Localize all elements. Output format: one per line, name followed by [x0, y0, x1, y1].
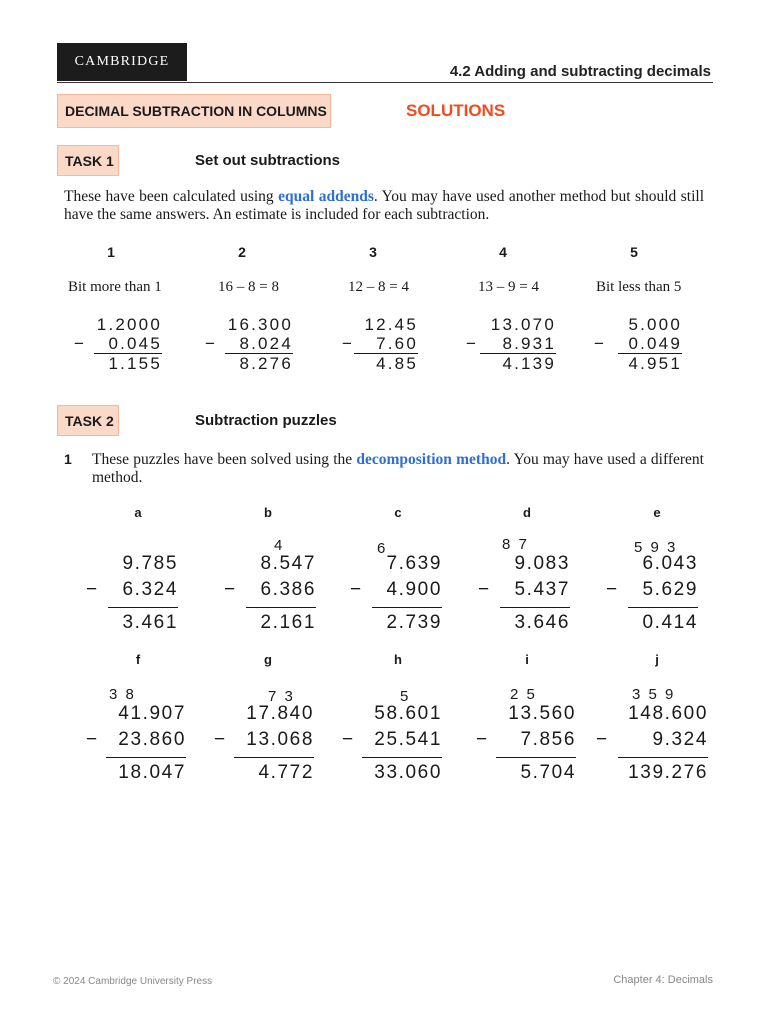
- minus-sign: −: [342, 729, 355, 750]
- minus-sign: −: [478, 579, 491, 600]
- task1-sum-3: [342, 315, 418, 373]
- task1-intro-text-end: . You may have used another method but should still have the same answers. An estimate is included for each subtraction.: [64, 188, 704, 223]
- puzzle-letter: d: [523, 505, 531, 520]
- task1-estimate: 13 – 9 = 4: [478, 279, 539, 295]
- section-title: DECIMAL SUBTRACTION IN COLUMNS: [65, 103, 327, 119]
- sum-rule: [362, 757, 442, 758]
- puzzle-letter: a: [134, 505, 142, 520]
- task1-col-number: 1: [107, 244, 115, 260]
- puzzle-j: [596, 701, 708, 786]
- subtrahend-row: [214, 727, 314, 753]
- task1-sum-5: [594, 315, 682, 373]
- sum-rule: [246, 607, 316, 608]
- difference: 4.772: [258, 762, 314, 783]
- subtrahend-row: [86, 577, 178, 603]
- minuend: 9.083: [514, 553, 570, 574]
- minuend: 17.840: [246, 703, 314, 724]
- subtrahend-row: [86, 727, 186, 753]
- minuend: 13.560: [508, 703, 576, 724]
- minuend: 6.043: [642, 553, 698, 574]
- minuend: 148.600: [628, 703, 708, 724]
- puzzle-letter: f: [135, 652, 141, 667]
- subtrahend: 7.60: [376, 334, 418, 353]
- difference: 33.060: [374, 762, 442, 783]
- chapter-label: Chapter 4: Decimals: [613, 974, 713, 986]
- subtrahend: 23.860: [118, 729, 186, 750]
- page-title: 4.2 Adding and subtracting decimals: [449, 63, 711, 80]
- task2-intro-text-end: . You may have used a different method.: [92, 451, 704, 486]
- minus-sign: −: [596, 729, 609, 750]
- minus-sign: −: [74, 334, 87, 353]
- puzzle-d: [478, 551, 570, 636]
- task1-sum-1: [74, 315, 162, 373]
- carry-digits: 6: [377, 540, 388, 557]
- puzzle-b: [224, 551, 316, 636]
- subtrahend-row: [350, 577, 442, 603]
- difference: 4.85: [376, 354, 418, 373]
- puzzle-a: [86, 551, 178, 636]
- subtrahend-row: [74, 334, 162, 353]
- subtrahend-row: [205, 334, 293, 353]
- subtrahend-row: [342, 334, 418, 353]
- copyright-notice: © 2024 Cambridge University Press: [53, 976, 213, 987]
- minus-sign: −: [224, 579, 237, 600]
- question-number: 1: [64, 451, 72, 467]
- difference: 4.951: [628, 354, 682, 373]
- task1-sum-4: [466, 315, 556, 373]
- puzzle-letter: i: [525, 652, 529, 667]
- puzzle-letter: e: [653, 505, 661, 520]
- minuend: 7.639: [386, 553, 442, 574]
- puzzle-h: [342, 701, 442, 786]
- sum-rule: [372, 607, 442, 608]
- puzzle-c: [350, 551, 442, 636]
- puzzle-letter: c: [394, 505, 402, 520]
- difference: 8.276: [239, 354, 293, 373]
- task1-estimate: 12 – 8 = 4: [348, 279, 409, 295]
- task1-col-number: 3: [369, 244, 377, 260]
- difference: 4.139: [502, 354, 556, 373]
- subtrahend-row: [478, 577, 570, 603]
- subtrahend-row: [476, 727, 576, 753]
- subtrahend-row: [606, 577, 698, 603]
- sum-rule: [618, 757, 708, 758]
- sum-rule: [106, 757, 186, 758]
- task2-subtitle: Subtraction puzzles: [195, 412, 337, 429]
- puzzle-e: [606, 551, 698, 636]
- subtrahend: 6.324: [122, 579, 178, 600]
- difference: 2.161: [260, 612, 316, 633]
- puzzle-f: [86, 701, 186, 786]
- subtrahend-row: [466, 334, 556, 353]
- difference: 139.276: [628, 762, 708, 783]
- puzzle-g: [214, 701, 314, 786]
- task2-badge: [57, 405, 119, 436]
- task1-label: TASK 1: [65, 152, 114, 169]
- task1-estimate: 16 – 8 = 8: [218, 279, 279, 295]
- minus-sign: −: [205, 334, 218, 353]
- subtrahend-row: [224, 577, 316, 603]
- task1-col-number: 4: [499, 244, 507, 260]
- solutions-heading: SOLUTIONS: [406, 101, 506, 120]
- carry-digits: 7 3: [268, 688, 295, 705]
- task1-estimate: Bit less than 5: [596, 279, 682, 295]
- minuend: 9.785: [122, 553, 178, 574]
- minus-sign: −: [86, 579, 99, 600]
- minus-sign: −: [214, 729, 227, 750]
- difference: 5.704: [520, 762, 576, 783]
- minus-sign: −: [350, 579, 363, 600]
- difference: 3.461: [122, 612, 178, 633]
- minuend: 16.300: [227, 315, 293, 334]
- carry-digits: 3 8: [109, 686, 136, 703]
- minus-sign: −: [476, 729, 489, 750]
- sum-rule: [628, 607, 698, 608]
- task1-estimate: Bit more than 1: [68, 279, 162, 295]
- puzzle-i: [476, 701, 576, 786]
- difference: 18.047: [118, 762, 186, 783]
- header-divider: [57, 82, 713, 83]
- carry-digits: 5 9 3: [634, 539, 678, 556]
- subtrahend-row: [594, 334, 682, 353]
- minuend: 41.907: [118, 703, 186, 724]
- subtrahend: 13.068: [246, 729, 314, 750]
- puzzle-letter: h: [394, 652, 402, 667]
- subtrahend: 8.024: [239, 334, 293, 353]
- minus-sign: −: [606, 579, 619, 600]
- task1-sum-2: [205, 315, 293, 373]
- subtrahend-row: [596, 727, 708, 753]
- puzzle-letter: b: [264, 505, 272, 520]
- sum-rule: [108, 607, 178, 608]
- carry-digits: 2 5: [510, 686, 537, 703]
- difference: 1.155: [108, 354, 162, 373]
- minuend: 8.547: [260, 553, 316, 574]
- subtrahend-row: [342, 727, 442, 753]
- puzzle-letter: g: [264, 652, 272, 667]
- subtrahend: 0.049: [628, 334, 682, 353]
- minuend: 58.601: [374, 703, 442, 724]
- sum-rule: [500, 607, 570, 608]
- section-banner: [57, 94, 331, 128]
- task1-col-number: 5: [630, 244, 638, 260]
- subtrahend: 5.437: [514, 579, 570, 600]
- carry-digits: 5: [400, 688, 411, 705]
- minus-sign: −: [594, 334, 607, 353]
- minuend: 5.000: [628, 315, 682, 334]
- task2-label: TASK 2: [65, 412, 114, 429]
- difference: 0.414: [642, 612, 698, 633]
- task2-intro-text: These puzzles have been solved using the: [92, 451, 357, 468]
- subtrahend: 25.541: [374, 729, 442, 750]
- sum-rule: [234, 757, 314, 758]
- sum-rule: [496, 757, 576, 758]
- subtrahend: 7.856: [520, 729, 576, 750]
- task1-method-link: equal addends: [278, 188, 374, 205]
- minuend: 1.2000: [96, 315, 162, 334]
- minus-sign: −: [342, 334, 355, 353]
- minus-sign: −: [466, 334, 479, 353]
- task1-intro-text: These have been calculated using: [64, 188, 279, 205]
- task1-intro: [64, 188, 704, 224]
- difference: 3.646: [514, 612, 570, 633]
- task1-badge: [57, 145, 119, 176]
- subtrahend: 8.931: [502, 334, 556, 353]
- puzzle-letter: j: [655, 652, 659, 667]
- task1-col-number: 2: [238, 244, 246, 260]
- minus-sign: −: [86, 729, 99, 750]
- carry-digits: 4: [274, 537, 285, 554]
- subtrahend: 5.629: [642, 579, 698, 600]
- task2-method-link: decomposition method: [356, 451, 507, 468]
- subtrahend: 9.324: [652, 729, 708, 750]
- minuend: 12.45: [364, 315, 418, 334]
- cambridge-logo: CAMBRIDGE: [57, 43, 187, 81]
- carry-digits: 8 7: [502, 536, 529, 553]
- carry-digits: 3 5 9: [632, 686, 676, 703]
- subtrahend: 6.386: [260, 579, 316, 600]
- task2-intro: [92, 451, 704, 487]
- difference: 2.739: [386, 612, 442, 633]
- subtrahend: 4.900: [386, 579, 442, 600]
- task1-subtitle: Set out subtractions: [195, 152, 341, 169]
- minuend: 13.070: [490, 315, 556, 334]
- subtrahend: 0.045: [108, 334, 162, 353]
